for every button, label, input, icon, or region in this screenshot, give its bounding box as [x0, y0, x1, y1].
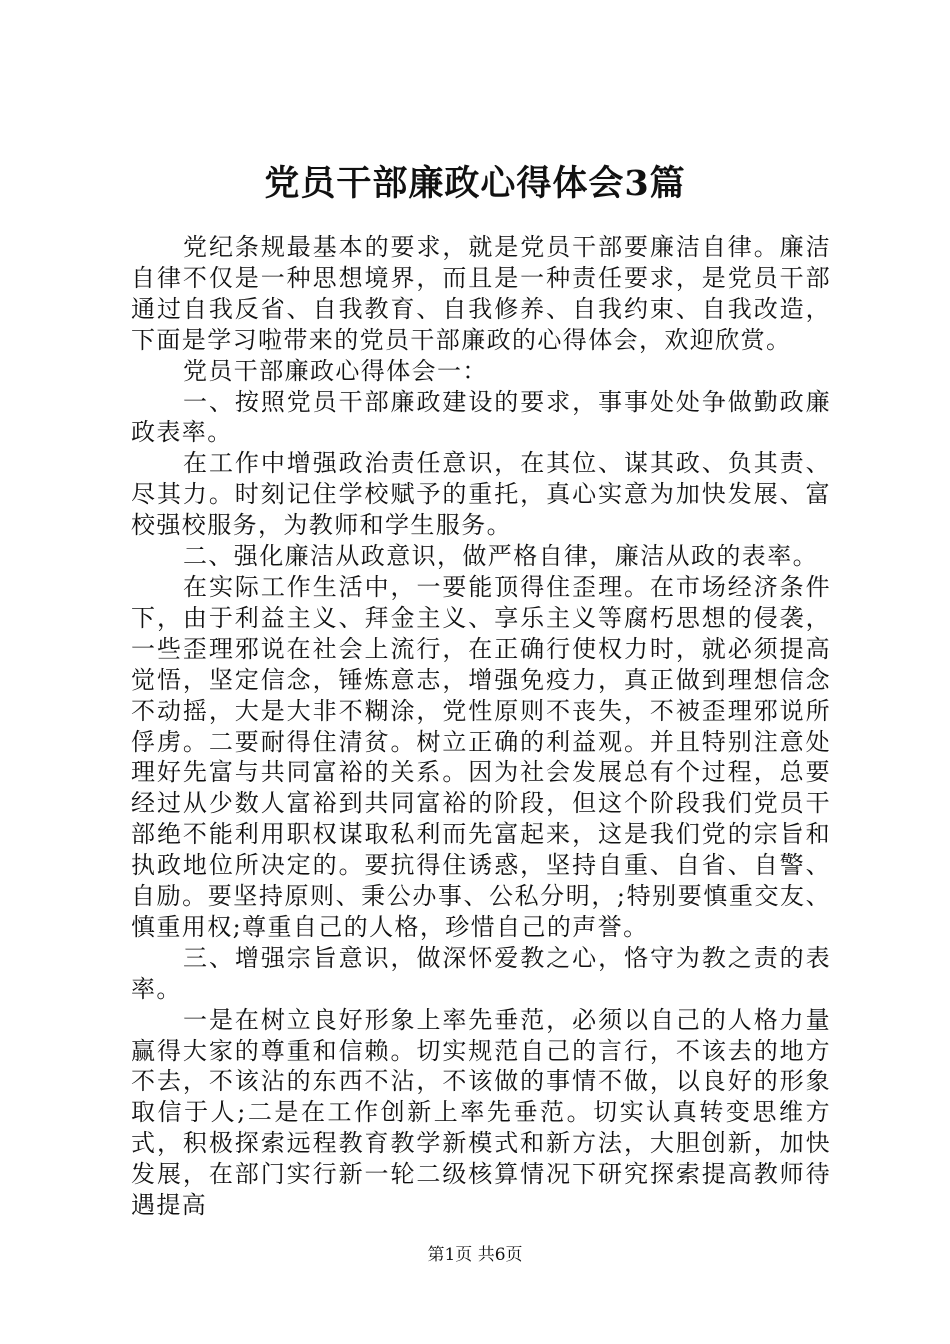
point-heading-3: 三、增强宗旨意识，做深怀爱教之心，恪守为教之责的表率。 [131, 943, 831, 1003]
body-paragraph: 在工作中增强政治责任意识，在其位、谋其政、负其责、尽其力。时刻记住学校赋予的重托，真心实意为加快发展、富校强校服务，为教师和学生服务。 [131, 449, 831, 540]
body-paragraph: 在实际工作生活中，一要能顶得住歪理。在市场经济条件下，由于利益主义、拜金主义、享乐主义等腐朽思想的侵袭，一些歪理邪说在社会上流行，在正确行使权力时，就必须提高觉悟，坚定信念，锤炼意志，增强免疫力，真正做到理想信念不动摇，大是大非不糊涂，党性原则不丧失，不被歪理邪说所俘虏。二要耐得住清贫。树立正确的利益观。并且特别注意处理好先富与共同富裕的关系。因为社会发展总有个过程，总要经过从少数人富裕到共同富裕的阶段，但这个阶段我们党员干部绝不能利用职权谋取私利而先富起来，这是我们党的宗旨和执政地位所决定的。要抗得住诱惑，坚持自重、自省、自警、自励。要坚持原则、秉公办事、公私分明，;特别要慎重交友、慎重用权;尊重自己的人格，珍惜自己的声誉。 [131, 572, 831, 941]
page-number-footer: 第1页 共6页 [427, 1245, 523, 1265]
document-body [131, 232, 831, 1221]
document-title: 党员干部廉政心得体会3篇 [264, 163, 686, 204]
body-paragraph: 一是在树立良好形象上率先垂范，必须以自己的人格力量赢得大家的尊重和信赖。切实规范自己的言行，不该去的地方不去，不该沾的东西不沾，不该做的事情不做，以良好的形象取信于人;二是在工作创新上率先垂范。切实认真转变思维方式，积极探索远程教育教学新模式和新方法，大胆创新，加快发展，在部门实行新一轮二级核算情况下研究探索提高教师待遇提高 [131, 1005, 831, 1220]
intro-paragraph: 党纪条规最基本的要求，就是党员干部要廉洁自律。廉洁自律不仅是一种思想境界，而且是一种责任要求，是党员干部通过自我反省、自我教育、自我修养、自我约束、自我改造，下面是学习啦带来的党员干部廉政的心得体会，欢迎欣赏。 [131, 233, 831, 354]
point-heading-2: 二、强化廉洁从政意识，做严格自律，廉洁从政的表率。 [183, 542, 818, 571]
section-heading-one: 党员干部廉政心得体会一： [183, 356, 488, 385]
point-heading-1: 一、按照党员干部廉政建设的要求，事事处处争做勤政廉政表率。 [131, 387, 831, 447]
